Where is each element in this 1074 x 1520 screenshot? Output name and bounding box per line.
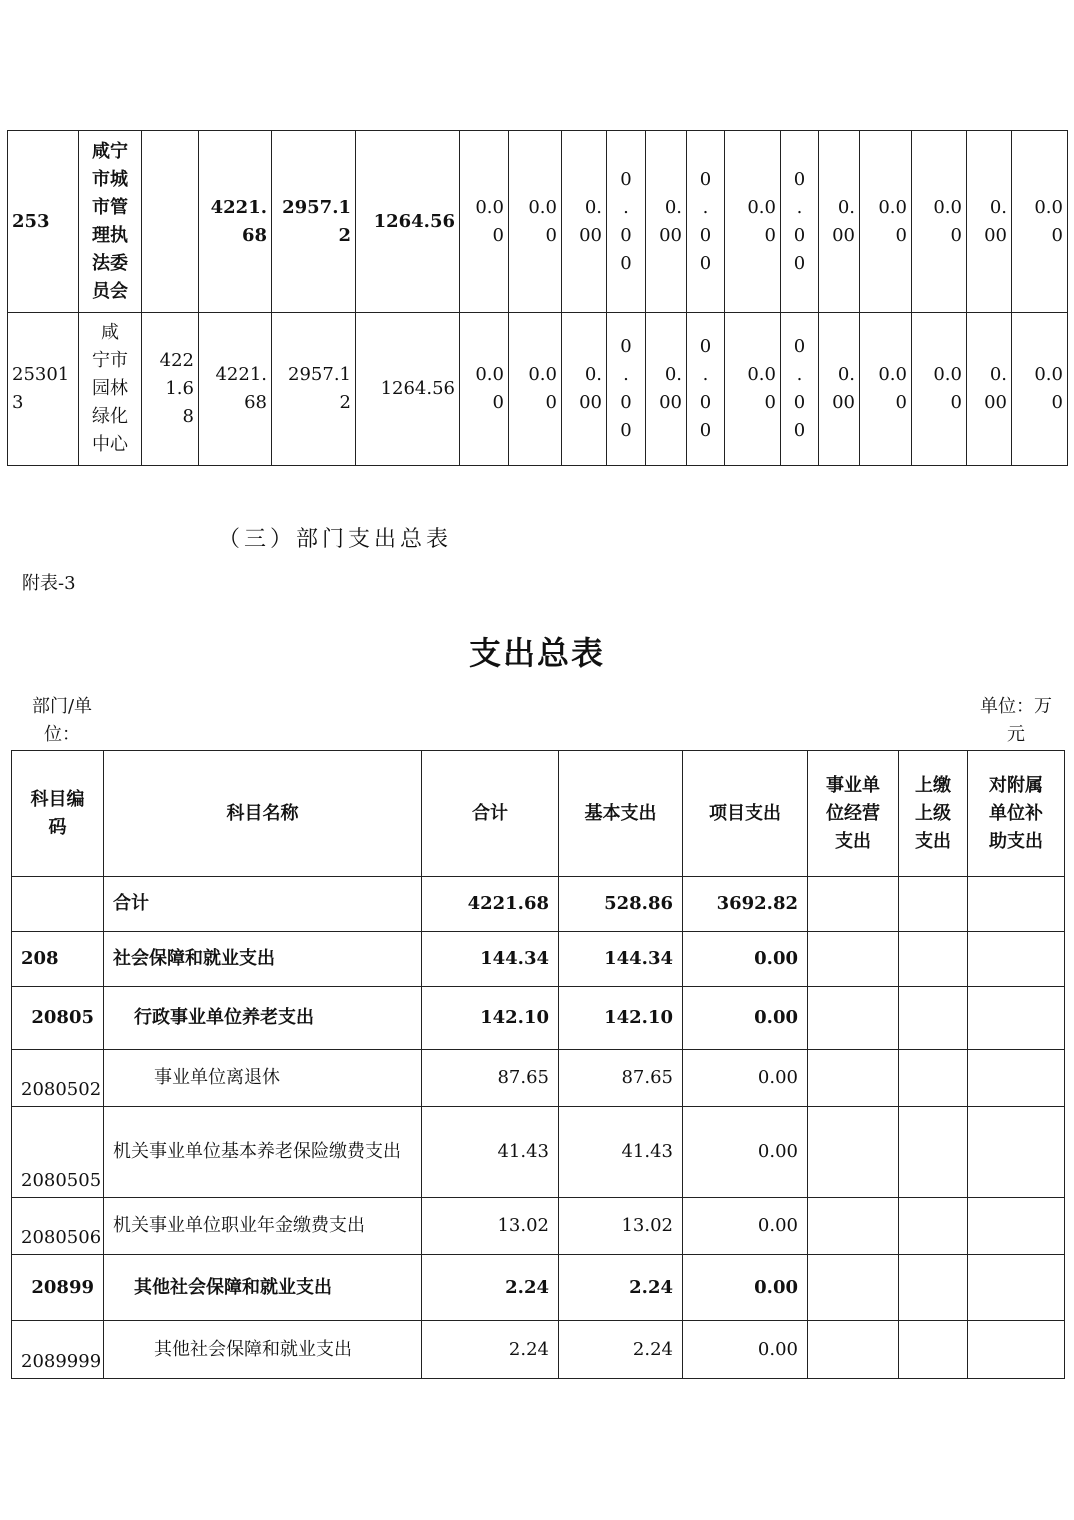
- zero-value-cell: [1012, 313, 1068, 466]
- column-header-line: 助支出: [989, 830, 1043, 852]
- basic-cell: 13.02: [559, 1198, 683, 1255]
- empty-cell: [808, 1321, 899, 1379]
- unit-name-cell-line: 宁市: [92, 350, 128, 371]
- empty-cell: [808, 1198, 899, 1255]
- unit-name-cell-line: 咸宁: [92, 140, 128, 162]
- zero-value-cell-line: 0: [1051, 224, 1063, 246]
- empty-cell: [808, 987, 899, 1050]
- unit-name-cell-line: 绿化: [92, 406, 128, 427]
- zero-value-cell-line: 0: [895, 224, 907, 246]
- zero-value-cell-line: 00: [984, 224, 1007, 246]
- zero-value-cell: [860, 131, 912, 313]
- column-header-line: 科目名称: [226, 802, 299, 824]
- unit-code-cell-line: 3: [12, 392, 24, 413]
- zero-value-cell-line: 0.: [837, 196, 855, 218]
- total-cell-line: 4221.: [210, 196, 267, 218]
- zero-value-cell: [460, 131, 509, 313]
- project-cell: 0.00: [683, 987, 808, 1050]
- zero-value-cell: [912, 313, 967, 466]
- department-label-line: 部门/单: [31, 696, 93, 717]
- empty-cell: [899, 1255, 968, 1321]
- subject-code-cell: 2080506: [12, 1198, 104, 1255]
- zero-value-cell-line: 0.0: [528, 196, 557, 218]
- empty-cell: [968, 1198, 1065, 1255]
- empty-cell: [808, 1255, 899, 1321]
- zero-value-cell: [562, 313, 607, 466]
- value-cell-line: 422: [159, 350, 194, 371]
- subject-code-cell: 2089999: [12, 1321, 104, 1379]
- empty-cell: [968, 1050, 1065, 1107]
- zero-value-cell-line: 0: [545, 392, 557, 413]
- zero-value-cell-line: 0: [699, 168, 712, 190]
- zero-value-cell: [562, 131, 607, 313]
- zero-value-cell-line: 0: [950, 224, 962, 246]
- empty-cell: [968, 932, 1065, 987]
- zero-value-cell: [460, 313, 509, 466]
- unit-label-line: 单位：万: [980, 696, 1052, 717]
- zero-value-cell: [646, 131, 687, 313]
- empty-cell: [968, 1107, 1065, 1198]
- zero-value-cell-line: 0.0: [933, 196, 962, 218]
- column-header-line: 基本支出: [584, 802, 657, 824]
- column-header: [683, 751, 808, 877]
- total-cell: [199, 313, 272, 466]
- column-header-line: 对附属: [989, 774, 1043, 796]
- section-title: （三）部门支出总表: [218, 527, 453, 552]
- table-row: [12, 1255, 1065, 1321]
- zero-value-cell: [1012, 131, 1068, 313]
- project-cell: 0.00: [683, 1321, 808, 1379]
- zero-value-cell-line: 0: [620, 252, 632, 274]
- zero-value-cell-line: 00: [659, 224, 682, 246]
- column-header-line: 上缴: [915, 774, 951, 796]
- empty-cell: [808, 877, 899, 932]
- zero-value-cell-line: 0: [793, 392, 806, 413]
- zero-value-cell-line: 0: [492, 224, 504, 246]
- zero-value-cell: [781, 313, 819, 466]
- unit-code-cell: [8, 313, 79, 466]
- zero-value-cell-line: 00: [984, 392, 1007, 413]
- zero-value-cell: [912, 131, 967, 313]
- table-row: [12, 1321, 1065, 1379]
- unit-code-cell: 253: [8, 131, 79, 313]
- project-cell: 0.00: [683, 932, 808, 987]
- unit-code-cell-line: 25301: [12, 364, 70, 385]
- basic-cell-line: 2: [339, 392, 351, 413]
- column-header-line: 码: [48, 816, 67, 838]
- subject-code-cell: 2080505: [12, 1107, 104, 1198]
- zero-value-cell-line: 0: [699, 420, 712, 441]
- zero-value-cell-line: 0: [895, 392, 907, 413]
- table-row: [12, 1198, 1065, 1255]
- subject-name-cell: 其他社会保障和就业支出: [104, 1321, 422, 1379]
- empty-cell: [899, 877, 968, 932]
- unit-name-cell: [79, 313, 142, 466]
- unit-name-cell: [79, 131, 142, 313]
- zero-value-cell: [687, 313, 725, 466]
- zero-value-cell-line: 0.0: [747, 364, 776, 385]
- project-cell: 3692.82: [683, 877, 808, 932]
- zero-value-cell-line: 0: [950, 392, 962, 413]
- zero-value-cell: [607, 131, 646, 313]
- empty-cell: [808, 1107, 899, 1198]
- zero-value-cell: [646, 313, 687, 466]
- column-header: [808, 751, 899, 877]
- subject-name-cell: 社会保障和就业支出: [104, 932, 422, 987]
- total-cell: 2.24: [422, 1255, 559, 1321]
- basic-cell: 528.86: [559, 877, 683, 932]
- table-title: 支出总表: [468, 634, 605, 672]
- empty-cell: [808, 1050, 899, 1107]
- zero-value-cell-line: .: [702, 364, 709, 385]
- zero-value-cell-line: 0: [620, 392, 632, 413]
- empty-cell: [968, 1255, 1065, 1321]
- zero-value-cell-line: .: [702, 196, 709, 218]
- column-header-line: 单位补: [989, 802, 1043, 824]
- zero-value-cell: [819, 313, 860, 466]
- total-cell: 4221.68: [422, 877, 559, 932]
- zero-value-cell-line: 0: [492, 392, 504, 413]
- basic-cell: 144.34: [559, 932, 683, 987]
- subject-code-cell: 20805: [12, 987, 104, 1050]
- column-header: [422, 751, 559, 877]
- project-cell: 0.00: [683, 1255, 808, 1321]
- zero-value-cell-line: 0: [793, 224, 806, 246]
- value-cell: [142, 131, 199, 313]
- zero-value-cell-line: 0: [764, 392, 776, 413]
- zero-value-cell-line: 0.: [837, 364, 855, 385]
- zero-value-cell: [819, 131, 860, 313]
- table-row: [12, 987, 1065, 1050]
- total-cell: 13.02: [422, 1198, 559, 1255]
- column-header-line: 支出: [835, 830, 871, 852]
- column-header: [12, 751, 104, 877]
- zero-value-cell: [509, 131, 562, 313]
- column-header-line: 科目编: [30, 788, 85, 810]
- zero-value-cell: [860, 313, 912, 466]
- continuation-row: [8, 131, 1068, 313]
- empty-cell: [899, 1321, 968, 1379]
- zero-value-cell-line: 0.: [989, 196, 1007, 218]
- subject-name-cell: 合计: [104, 877, 422, 932]
- empty-cell: [899, 1198, 968, 1255]
- subject-code-cell: 20899: [12, 1255, 104, 1321]
- subject-name-cell: 事业单位离退休: [104, 1050, 422, 1107]
- zero-value-cell-line: 0.: [664, 196, 682, 218]
- zero-value-cell-line: .: [796, 196, 803, 218]
- zero-value-cell-line: 0: [793, 168, 806, 190]
- zero-value-cell-line: 0.: [584, 364, 602, 385]
- total-cell-line: 4221.: [215, 364, 267, 385]
- appendix-label: 附表-3: [22, 573, 76, 594]
- column-header: [104, 751, 422, 877]
- zero-value-cell: [509, 313, 562, 466]
- subject-name-cell: 机关事业单位职业年金缴费支出: [104, 1198, 422, 1255]
- zero-value-cell: [607, 313, 646, 466]
- zero-value-cell-line: 0.0: [475, 364, 504, 385]
- zero-value-cell-line: 0: [699, 336, 712, 357]
- value-cell-line: 1.6: [165, 378, 194, 399]
- total-cell: 142.10: [422, 987, 559, 1050]
- unit-name-cell-line: 法委: [92, 252, 128, 274]
- total-cell: 41.43: [422, 1107, 559, 1198]
- total-cell: 87.65: [422, 1050, 559, 1107]
- basic-cell-line: 2: [338, 224, 351, 246]
- zero-value-cell-line: 00: [832, 224, 855, 246]
- project-cell: 0.00: [683, 1198, 808, 1255]
- expenditure-table: [11, 750, 1065, 1379]
- zero-value-cell-line: 0: [620, 224, 632, 246]
- empty-cell: [968, 877, 1065, 932]
- zero-value-cell-line: 0: [620, 168, 632, 190]
- column-header-line: 支出: [915, 830, 951, 852]
- zero-value-cell-line: .: [796, 364, 803, 385]
- column-header-line: 合计: [472, 802, 508, 824]
- continuation-table: [7, 130, 1068, 466]
- empty-cell: [899, 1107, 968, 1198]
- table-row: [12, 877, 1065, 932]
- project-cell: 0.00: [683, 1050, 808, 1107]
- basic-cell: [272, 313, 356, 466]
- zero-value-cell-line: 0: [793, 336, 806, 357]
- zero-value-cell-line: 0.0: [1034, 196, 1063, 218]
- subject-name-cell: 行政事业单位养老支出: [104, 987, 422, 1050]
- zero-value-cell-line: 0.: [584, 196, 602, 218]
- zero-value-cell-line: 0.0: [878, 196, 907, 218]
- zero-value-cell-line: 0: [620, 420, 632, 441]
- zero-value-cell-line: 0: [699, 392, 712, 413]
- subject-code-cell: 2080502: [12, 1050, 104, 1107]
- zero-value-cell: [967, 313, 1012, 466]
- empty-cell: [968, 987, 1065, 1050]
- department-label-line: 位：: [44, 724, 80, 745]
- basic-cell: 41.43: [559, 1107, 683, 1198]
- subject-code-cell: 208: [12, 932, 104, 987]
- unit-name-cell-line: 理执: [92, 224, 128, 246]
- unit-name-cell-line: 市管: [92, 196, 128, 218]
- subject-code-cell: [12, 877, 104, 932]
- zero-value-cell: [725, 313, 781, 466]
- basic-cell-line: 2957.1: [288, 364, 351, 385]
- total-cell: 2.24: [422, 1321, 559, 1379]
- zero-value-cell-line: 0: [545, 224, 557, 246]
- total-cell: [199, 131, 272, 313]
- project-cell: 1264.56: [356, 313, 460, 466]
- subject-name-cell: 其他社会保障和就业支出: [104, 1255, 422, 1321]
- column-header: [559, 751, 683, 877]
- continuation-row: [8, 313, 1068, 466]
- empty-cell: [899, 932, 968, 987]
- table-row: [12, 1107, 1065, 1198]
- table-row: [12, 932, 1065, 987]
- zero-value-cell-line: 0: [699, 252, 712, 274]
- zero-value-cell-line: 0.0: [1034, 364, 1063, 385]
- zero-value-cell-line: 0: [1051, 392, 1063, 413]
- zero-value-cell-line: 0.: [989, 364, 1007, 385]
- zero-value-cell-line: 0.0: [475, 196, 504, 218]
- subject-name-cell: 机关事业单位基本养老保险缴费支出: [104, 1107, 422, 1198]
- basic-cell: 142.10: [559, 987, 683, 1050]
- column-header-line: 上级: [915, 802, 951, 824]
- empty-cell: [899, 987, 968, 1050]
- basic-cell: 87.65: [559, 1050, 683, 1107]
- zero-value-cell-line: 00: [832, 392, 855, 413]
- basic-cell-line: 2957.1: [282, 196, 351, 218]
- zero-value-cell-line: 0: [793, 252, 806, 274]
- zero-value-cell: [687, 131, 725, 313]
- value-cell-line: 8: [182, 406, 194, 427]
- project-cell: 1264.56: [356, 131, 460, 313]
- basic-cell: 2.24: [559, 1321, 683, 1379]
- zero-value-cell-line: 00: [579, 224, 602, 246]
- column-header-line: 项目支出: [709, 802, 781, 824]
- unit-label-line: 元: [1007, 724, 1025, 745]
- empty-cell: [808, 932, 899, 987]
- zero-value-cell-line: 00: [659, 392, 682, 413]
- zero-value-cell-line: 0.0: [747, 196, 776, 218]
- column-header-line: 位经营: [826, 802, 880, 824]
- unit-label: [974, 693, 1058, 749]
- empty-cell: [968, 1321, 1065, 1379]
- value-cell: [142, 313, 199, 466]
- zero-value-cell-line: 0.0: [878, 364, 907, 385]
- zero-value-cell-line: 0: [620, 336, 632, 357]
- total-cell: 144.34: [422, 932, 559, 987]
- header-row: [12, 751, 1065, 877]
- column-header-line: 事业单: [826, 774, 880, 796]
- zero-value-cell-line: .: [623, 364, 629, 385]
- zero-value-cell-line: 0: [764, 224, 776, 246]
- basic-cell: 2.24: [559, 1255, 683, 1321]
- project-cell: 0.00: [683, 1107, 808, 1198]
- zero-value-cell-line: 0.0: [528, 364, 557, 385]
- zero-value-cell-line: 0.0: [933, 364, 962, 385]
- column-header: [899, 751, 968, 877]
- zero-value-cell-line: 00: [579, 392, 602, 413]
- unit-name-cell-line: 咸: [101, 322, 119, 343]
- basic-cell: [272, 131, 356, 313]
- unit-name-cell-line: 员会: [92, 280, 128, 302]
- unit-name-cell-line: 园林: [92, 378, 128, 399]
- zero-value-cell-line: .: [623, 196, 629, 218]
- unit-name-cell-line: 中心: [92, 434, 128, 455]
- department-label: [22, 693, 102, 749]
- column-header: [968, 751, 1065, 877]
- zero-value-cell-line: 0: [699, 224, 712, 246]
- zero-value-cell-line: 0.: [664, 364, 682, 385]
- total-cell-line: 68: [241, 224, 267, 246]
- zero-value-cell: [781, 131, 819, 313]
- empty-cell: [899, 1050, 968, 1107]
- table-row: [12, 1050, 1065, 1107]
- unit-name-cell-line: 市城: [92, 168, 128, 190]
- total-cell-line: 68: [244, 392, 267, 413]
- zero-value-cell: [725, 131, 781, 313]
- zero-value-cell-line: 0: [793, 420, 806, 441]
- zero-value-cell: [967, 131, 1012, 313]
